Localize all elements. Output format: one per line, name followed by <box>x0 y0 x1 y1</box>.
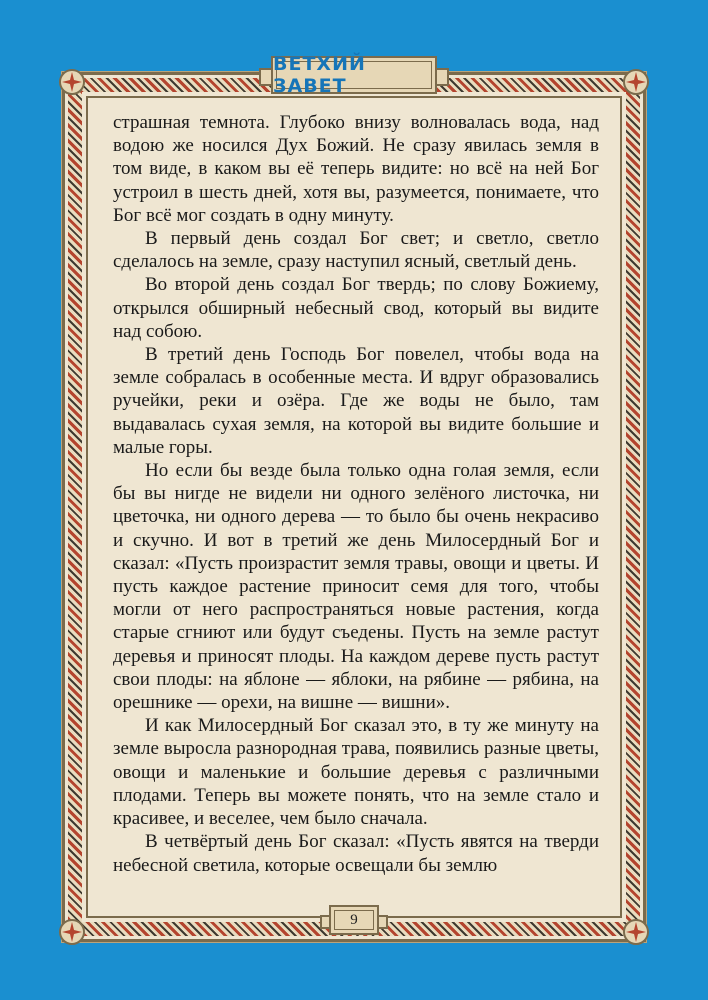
page-number-label: 9 <box>350 911 358 928</box>
cross-ornament-icon <box>58 68 86 96</box>
paragraph: Во второй день создал Бог твердь; по слову Божиему, открылся обширный небесный свод, который вы видите над собою. <box>113 274 599 342</box>
paragraph: страшная темнота. Глубоко внизу волновалась вода, над водою же носился Дух Божий. Не сразу явилась земля в том виде, в каком вы её теперь видите: но всё на ней Бог устроил в шесть дней, хотя вы, разумеется, понимаете, что Бог всё мог создать в одну минуту. <box>113 112 599 226</box>
cross-ornament-icon <box>58 918 86 946</box>
paragraph: В первый день создал Бог свет; и светло, светло сделалось на земле, сразу наступил ясный, светлый день. <box>113 228 599 273</box>
cross-ornament-icon <box>622 68 650 96</box>
paragraph: И как Милосердный Бог сказал это, в ту же минуту на земле выросла разнородная трава, появились разные цветы, овощи и маленькие и большие деревья с различными плодами. Теперь вы можете понять, что на земле стало и красивее, и веселее, чем было сначала. <box>113 715 599 830</box>
section-title: ВЕТХИЙ ЗАВЕТ <box>273 53 366 97</box>
page-number <box>329 905 379 935</box>
body-text <box>113 111 599 877</box>
cross-ornament-icon <box>622 918 650 946</box>
paragraph: Но если бы везде была только одна голая земля, если бы вы нигде не видели ни одного зелёного листочка, ни цветочка, ни одного дерева — то было бы очень некрасиво и скучно. И вот в третий же день Милосердный Бог и сказал: «Пусть произрастит земля травы, овощи и цветы. И пусть каждое растение приносит семя для того, чтобы могли от него распространяться новые растения, когда старые сгниют или будут съедены. Пусть на земле растут деревья и приносят плоды. На каждом дереве пусть растут свои плоды: на яблоне — яблоки, на рябине — рябина, на орешнике — орехи, на вишне — вишни». <box>113 460 599 714</box>
paragraph: В четвёртый день Бог сказал: «Пусть явятся на тверди небесной светила, которые освещали бы землю <box>113 831 599 876</box>
paragraph: В третий день Господь Бог повелел, чтобы вода на земле собралась в особенные места. И вдруг образовались ручейки, реки и озёра. Где же воды не было, там выдавалась сухая земля, на которой вы видите большие и малые горы. <box>113 344 599 458</box>
header-plate <box>271 53 437 97</box>
